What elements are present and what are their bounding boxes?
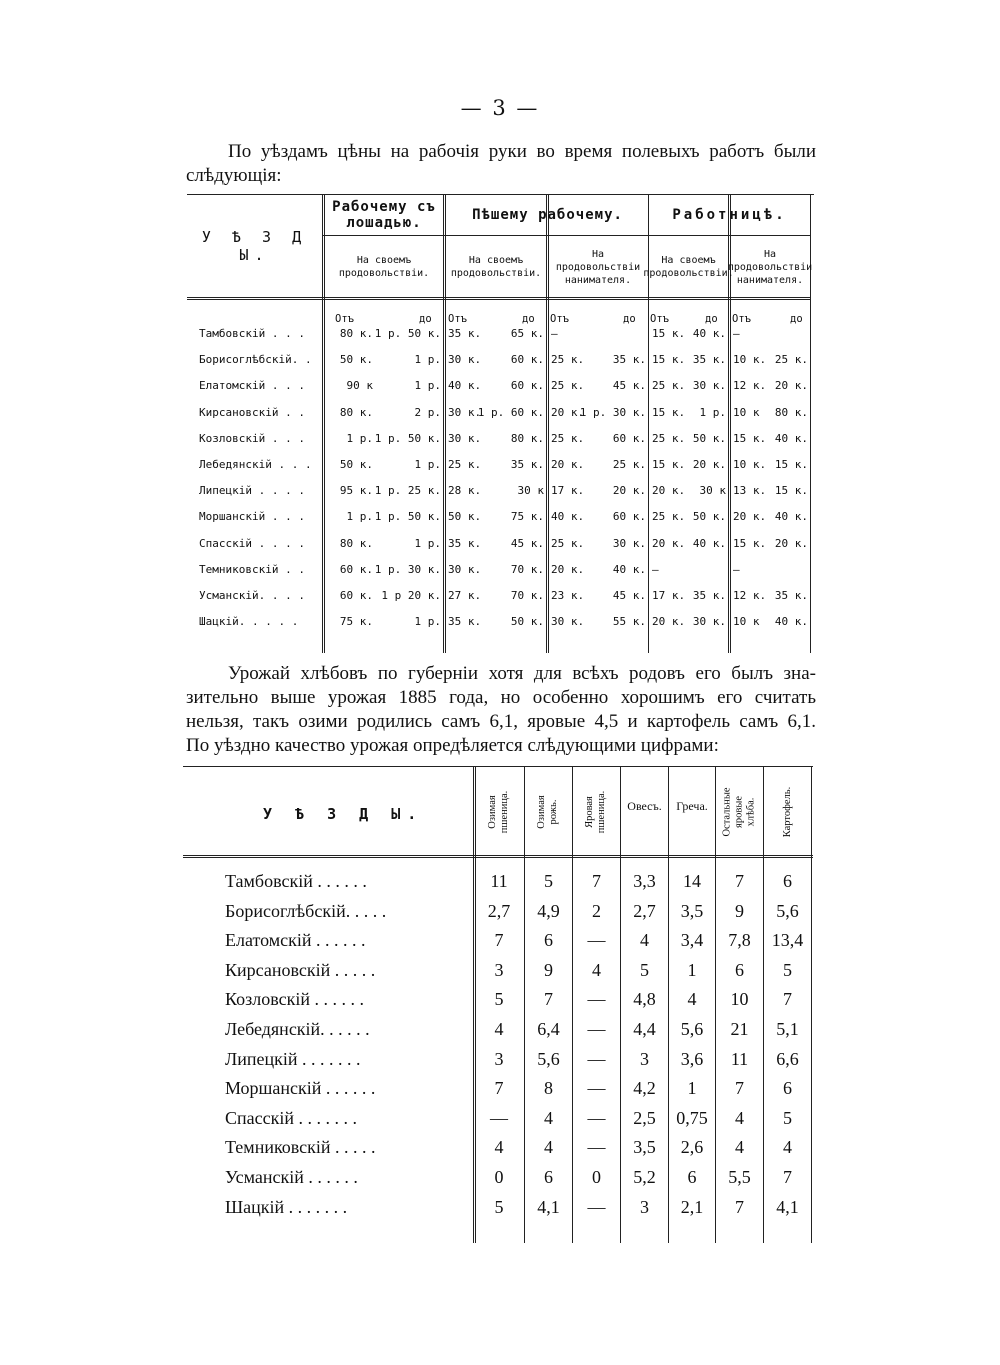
wage-from: 12 к. — [733, 379, 767, 393]
table-row — [183, 960, 813, 989]
yield-value: 7 — [494, 930, 504, 951]
yield-value: 1 — [687, 1078, 697, 1099]
yield-value: 6 — [544, 1167, 553, 1187]
wage-from: 20 к. — [733, 510, 767, 524]
table-row — [187, 589, 814, 615]
wage-to: 75 к. — [510, 510, 544, 524]
wage-to: 80 к. — [774, 405, 808, 419]
yield-value: 21 — [730, 1019, 749, 1039]
wage-to: 30 к — [517, 484, 544, 498]
wage-to: 60 к. — [510, 353, 544, 367]
table-row — [183, 1049, 813, 1078]
uezd-name: Спасскій . . . . . . . — [225, 1107, 357, 1128]
wage-to: 1 р. — [414, 353, 441, 367]
wage-from: 27 к. — [448, 589, 482, 602]
table-row — [187, 458, 814, 484]
uezd-name: Темниковскій . . — [199, 562, 305, 576]
yield-value: 5,6 — [537, 1048, 560, 1069]
wage-from: 95 к. — [339, 484, 373, 498]
wage-to: 35 к. — [692, 353, 726, 367]
wage-to: 35 к. — [510, 458, 544, 471]
yield-value: 0 — [494, 1167, 504, 1187]
sub-own-food: На своемъ продовольствіи. — [338, 255, 430, 279]
wage-from: 23 к. — [551, 589, 585, 602]
wage-to: 20 к. — [692, 458, 726, 471]
wage-from: 15 к. — [652, 458, 686, 471]
yield-value: 2 — [592, 900, 601, 921]
col-oats: Овесъ. — [627, 799, 662, 813]
table-row — [187, 432, 814, 458]
group-horse-worker: Рабочему съ лошадью. — [332, 199, 436, 231]
intro-line: слѣдующія: — [186, 165, 282, 186]
wage-to: 65 к. — [510, 327, 544, 340]
table-row — [187, 406, 814, 432]
wage-to: 40 к. — [612, 562, 646, 576]
wage-from: 20 к. — [551, 405, 585, 419]
yield-value: — — [587, 989, 606, 1010]
yield-value: 4 — [592, 959, 601, 980]
wage-from: 35 к. — [448, 615, 482, 629]
table-row — [187, 327, 814, 353]
wage-to: 60 к. — [612, 431, 646, 445]
yield-value: 4,9 — [537, 900, 560, 921]
wage-from: 25 к. — [652, 510, 686, 524]
wage-to: 45 к. — [612, 379, 646, 393]
yield-value: 2,7 — [633, 900, 656, 921]
yield-value: 7 — [735, 871, 744, 891]
wage-from: 10 к — [733, 615, 760, 629]
table-row — [187, 379, 814, 405]
yield-value: 6,4 — [537, 1019, 560, 1039]
wage-from: 60 к. — [339, 562, 373, 576]
wage-to: 1 р. — [414, 458, 441, 471]
wage-from: 10 к. — [733, 353, 767, 367]
uezd-name: Тамбовскій . . . — [199, 327, 305, 340]
wage-to: 50 к. — [510, 615, 544, 629]
yield-value: — — [490, 1107, 508, 1128]
yield-value: 4,4 — [633, 1019, 656, 1039]
table-row — [183, 1019, 813, 1048]
uezd-name: Елатомскій . . . — [199, 379, 305, 393]
yield-value: 3,3 — [633, 871, 656, 891]
yield-value: — — [587, 930, 606, 951]
from-label: Отъ — [732, 313, 751, 325]
yield-value: 2,1 — [680, 1196, 704, 1217]
harvest-line: зительно выше урожая 1885 года, но особенно хорошимъ его считать — [186, 687, 816, 708]
wage-from: 20 к. — [652, 536, 686, 550]
yield-value: 4 — [544, 1137, 553, 1158]
yield-value: 2,7 — [487, 900, 511, 921]
yield-value: — — [587, 1019, 606, 1039]
wage-to: 1 р. — [699, 405, 726, 419]
uezd-name: Тамбовскій . . . . . . — [225, 871, 367, 891]
table-row — [187, 615, 814, 641]
wage-to: 55 к. — [612, 615, 646, 629]
wage-to: 20 к. — [774, 536, 808, 550]
wage-from: 1 р. — [346, 431, 373, 445]
yield-value: 4,8 — [633, 989, 656, 1010]
yield-value: 5 — [783, 1107, 792, 1128]
wage-from: 28 к. — [448, 484, 482, 498]
yield-value: 6 — [783, 1078, 792, 1099]
yield-value: 5 — [783, 959, 792, 980]
wage-from: 80 к. — [339, 327, 373, 340]
yield-value: 3,5 — [680, 900, 704, 921]
wage-from: 20 к. — [551, 458, 585, 471]
wage-to: 70 к. — [510, 589, 544, 602]
yield-value: 7 — [783, 1167, 792, 1187]
wage-from: 90 к — [346, 379, 373, 393]
wage-to: 20 к. — [774, 379, 808, 393]
uezd-name: Усманскій. . . . — [199, 589, 305, 602]
col-other-spring: Остальные яровые хлѣба. — [722, 787, 758, 837]
sub-own-food: На своемъ продовольствіи. — [643, 255, 734, 279]
sub-own-food: На своемъ продовольствіи. — [450, 255, 542, 279]
wage-to: 45 к. — [510, 536, 544, 550]
yield-value: — — [587, 1107, 606, 1128]
uezd-name: Шацкій. . . . . — [199, 615, 299, 629]
yield-value: 5 — [494, 989, 504, 1010]
yield-value: 7 — [592, 871, 601, 891]
wage-from: 35 к. — [448, 536, 482, 550]
table-row — [187, 484, 814, 510]
wage-from: 10 к. — [733, 458, 767, 471]
from-label: Отъ — [550, 313, 569, 325]
wage-to: 30 к — [699, 484, 726, 498]
yield-value: 4 — [687, 989, 697, 1010]
yield-value: — — [587, 1196, 606, 1217]
wage-to: 1 р. — [414, 615, 441, 629]
yield-value: 7 — [494, 1078, 504, 1099]
to-label: до — [705, 313, 718, 325]
uezdy-header: У Ѣ З Д Ы. — [201, 228, 308, 264]
wage-from: 13 к. — [733, 484, 767, 498]
uezd-name: Моршанскій . . . — [199, 510, 305, 524]
yield-value: 4,2 — [633, 1078, 656, 1099]
wage-from: 50 к. — [448, 510, 482, 524]
from-label: Отъ — [650, 313, 669, 325]
wage-from: 60 к. — [339, 589, 373, 602]
wage-to: 1 р. 50 к. — [374, 431, 441, 445]
wage-from: 30 к. — [448, 562, 482, 576]
table-row — [183, 1197, 813, 1226]
wage-from: 12 к. — [733, 589, 767, 602]
yield-value: 5 — [544, 871, 553, 891]
wage-to: 40 к. — [692, 327, 726, 340]
uezd-name: Липецкій . . . . . . . — [225, 1048, 361, 1069]
wage-to: 1 р. 60 к. — [477, 405, 544, 419]
table-row — [183, 989, 813, 1018]
wage-from: 25 к. — [448, 458, 482, 471]
wage-to: 40 к. — [774, 510, 808, 524]
yield-value: 3 — [640, 1196, 649, 1217]
yield-value: 10 — [730, 989, 749, 1010]
wage-to: 1 р. 30 к. — [579, 405, 646, 419]
wage-from: 25 к. — [551, 379, 585, 393]
wage-to: 35 к. — [692, 589, 726, 602]
uezd-name: Спасскій . . . . — [199, 536, 305, 550]
yield-value: 6 — [687, 1167, 697, 1187]
wage-from: — — [733, 562, 740, 576]
wage-to: 80 к. — [510, 431, 544, 445]
yield-value: 5,2 — [633, 1167, 656, 1187]
wage-to: 30 к. — [692, 379, 726, 393]
wage-from: 50 к. — [339, 353, 373, 367]
wage-from: 20 к. — [551, 562, 585, 576]
wage-to: 70 к. — [510, 562, 544, 576]
uezd-name: Козловскій . . . . . . — [225, 989, 364, 1010]
uezd-name: Козловскій . . . — [199, 431, 305, 445]
wage-to: 1 р. 50 к. — [374, 510, 441, 524]
yield-value: 4,1 — [776, 1196, 799, 1217]
yield-value: 7 — [783, 989, 792, 1010]
wage-from: 25 к. — [551, 536, 585, 550]
uezd-name: Лебедянскій . . . — [199, 458, 312, 471]
table-row — [183, 1137, 813, 1166]
wage-to: 1 р. — [414, 536, 441, 550]
table-row — [187, 353, 814, 379]
table-row — [187, 537, 814, 563]
wage-from: 40 к. — [551, 510, 585, 524]
wage-to: 2 р. — [414, 405, 441, 419]
yield-value: 0,75 — [676, 1107, 708, 1128]
wage-from: 20 к. — [652, 615, 686, 629]
wage-to: 60 к. — [612, 510, 646, 524]
wage-from: 17 к. — [551, 484, 585, 498]
intro-line: По уѣздамъ цѣны на рабочія руки во время полевыхъ работъ были — [228, 141, 816, 162]
yield-value: 13,4 — [771, 930, 804, 951]
uezd-name: Лебедянскій. . . . . . — [225, 1019, 370, 1039]
wage-from: — — [551, 327, 558, 340]
from-label: Отъ — [335, 313, 354, 325]
wage-from: 25 к. — [551, 353, 585, 367]
col-spring-wheat: Яровая пшеница. — [584, 790, 607, 834]
table-row — [187, 563, 814, 589]
yield-value: 0 — [592, 1167, 601, 1187]
intro-paragraph — [186, 140, 816, 188]
wage-from: 80 к. — [339, 536, 373, 550]
table-row — [183, 1108, 813, 1137]
yield-value: 3,6 — [680, 1048, 704, 1069]
yield-value: 5,1 — [776, 1019, 799, 1039]
wage-to: 35 к. — [612, 353, 646, 367]
wage-from: 25 к. — [551, 431, 585, 445]
wage-to: 1 р. — [414, 379, 441, 393]
uezd-name: Темниковскій . . . . . — [225, 1137, 376, 1158]
wage-from: 40 к. — [448, 379, 482, 393]
uezd-name: Борисоглѣбскій. . — [199, 353, 312, 367]
wage-from: 15 к. — [652, 353, 686, 367]
to-label: до — [623, 313, 636, 325]
yield-value: 4 — [544, 1107, 553, 1128]
yield-value: 6,6 — [776, 1048, 799, 1069]
wages-table — [187, 194, 814, 653]
wage-from: 25 к. — [652, 379, 686, 393]
yield-value: 9 — [735, 900, 744, 921]
uezd-name: Кирсановскій . . — [199, 405, 305, 419]
yield-value: 4 — [735, 1137, 744, 1158]
wage-to: 40 к. — [774, 615, 808, 629]
table-row — [183, 901, 813, 930]
sub-employer-food: На продовольствіи нанимателя. — [555, 248, 641, 286]
yield-value: 4 — [494, 1019, 504, 1039]
wage-to: 25 к. — [774, 353, 808, 367]
yield-value: 3 — [494, 1048, 504, 1069]
yield-value: 8 — [544, 1078, 553, 1099]
from-label: Отъ — [448, 313, 467, 325]
wage-to: 1 р. 30 к. — [374, 562, 441, 576]
yield-value: 11 — [730, 1048, 749, 1069]
yield-value: 3,4 — [680, 930, 704, 951]
wage-to: 1 р. 50 к. — [374, 327, 441, 340]
table-row — [183, 1078, 813, 1107]
wage-from: 15 к. — [733, 431, 767, 445]
yield-value: 6 — [544, 930, 553, 951]
to-label: до — [790, 313, 803, 325]
group-woman-worker: Работницѣ. — [672, 207, 787, 223]
page-number: — 3 — — [460, 96, 540, 120]
table-row — [183, 1167, 813, 1196]
wage-to: 1 р. 25 к. — [374, 484, 441, 498]
yield-value: 7 — [735, 1078, 744, 1099]
wage-to: 50 к. — [692, 431, 726, 445]
wage-to: 40 к. — [774, 431, 808, 445]
wage-from: 80 к. — [339, 405, 373, 419]
wage-from: 1 р. — [346, 510, 373, 524]
yield-value: 9 — [544, 959, 553, 980]
yield-value: — — [587, 1078, 606, 1099]
wage-to: 60 к. — [510, 379, 544, 393]
yield-value: 1 — [687, 959, 697, 980]
to-label: до — [522, 313, 535, 325]
yield-value: 5,5 — [728, 1167, 751, 1187]
col-winter-rye: Озимая рожь. — [536, 795, 559, 829]
uezd-name: Елатомскій . . . . . . — [225, 930, 366, 951]
wage-to: 20 к. — [612, 484, 646, 498]
yield-value: — — [587, 1137, 606, 1158]
wage-from: 25 к. — [652, 431, 686, 445]
col-potato: Картофель. — [782, 786, 793, 838]
harvest-line: По уѣздно качество урожая опредѣляется слѣдующими цифрами: — [186, 735, 719, 756]
wage-to: 15 к. — [774, 458, 808, 471]
wage-to: 45 к. — [612, 589, 646, 602]
wage-from: 35 к. — [448, 327, 482, 340]
wage-to: 40 к. — [692, 536, 726, 550]
table-row — [183, 930, 813, 959]
wage-from: 17 к. — [652, 589, 686, 602]
yield-value: 5 — [640, 959, 649, 980]
sub-employer-food: На продовольствіи нанимателя. — [727, 248, 813, 286]
yield-value: 5,6 — [680, 1019, 704, 1039]
wage-to: 30 к. — [692, 615, 726, 629]
yield-value: 2,6 — [680, 1137, 704, 1158]
wage-from: 10 к — [733, 405, 760, 419]
yield-value: — — [587, 1048, 606, 1069]
yield-value: 14 — [683, 871, 701, 891]
wage-to: 15 к. — [774, 484, 808, 498]
wage-from: 30 к. — [448, 353, 482, 367]
yield-value: 3 — [494, 959, 504, 980]
yield-value: 2,5 — [633, 1107, 656, 1128]
wage-from: 50 к. — [339, 458, 373, 471]
yield-value: 6 — [735, 959, 744, 980]
wage-from: 30 к. — [551, 615, 585, 629]
wage-from: 15 к. — [733, 536, 767, 550]
table-row — [187, 510, 814, 536]
yield-value: 4,1 — [537, 1196, 560, 1217]
uezdy-header: У Ѣ З Д Ы. — [263, 805, 424, 823]
harvest-line: нельзя, такъ озими родились самъ 6,1, яровые 4,5 и картофель самъ 6,1. — [186, 711, 816, 732]
yield-value: 4 — [494, 1137, 504, 1158]
wage-from: 30 к. — [448, 405, 482, 419]
group-foot-worker: Пѣшему рабочему. — [472, 207, 623, 223]
wage-from: 15 к. — [652, 405, 686, 419]
wage-to: 1 р 20 к. — [381, 589, 441, 602]
wage-from: 75 к. — [339, 615, 373, 629]
yield-value: 4 — [783, 1137, 792, 1158]
col-buckwheat: Греча. — [676, 799, 708, 813]
col-winter-wheat: Озимая пшеница. — [487, 790, 510, 834]
yield-value: 5 — [494, 1196, 504, 1217]
yield-value: 7 — [735, 1196, 744, 1217]
uezd-name: Борисоглѣбскій. . . . . — [225, 900, 387, 921]
wage-to: 35 к. — [774, 589, 808, 602]
uezd-name: Моршанскій . . . . . . — [225, 1078, 376, 1099]
yield-value: 4 — [735, 1107, 744, 1128]
wage-from: — — [652, 562, 659, 576]
to-label: до — [419, 313, 432, 325]
wage-from: 30 к. — [448, 431, 482, 445]
yield-value: 5,6 — [776, 900, 799, 921]
uezd-name: Кирсановскій . . . . . — [225, 959, 376, 980]
uezd-name: Липецкій . . . . — [199, 484, 305, 498]
yield-value: 11 — [490, 871, 508, 891]
uezd-name: Шацкій . . . . . . . — [225, 1196, 348, 1217]
yield-value: 7,8 — [728, 930, 751, 951]
wage-from: — — [733, 327, 740, 340]
yield-value: 6 — [783, 871, 792, 891]
yield-value: 3 — [640, 1048, 649, 1069]
wage-to: 30 к. — [612, 536, 646, 550]
uezd-name: Усманскій . . . . . . — [225, 1167, 358, 1187]
wage-to: 25 к. — [612, 458, 646, 471]
harvest-line: Урожай хлѣбовъ по губерніи хотя для всѣхъ родовъ его былъ зна- — [228, 663, 816, 684]
yield-value: 7 — [544, 989, 553, 1010]
yield-value: 3,5 — [633, 1137, 656, 1158]
wage-from: 20 к. — [652, 484, 686, 498]
yield-value: 4 — [640, 930, 649, 951]
harvest-table — [183, 766, 813, 1243]
table-row — [183, 871, 813, 900]
wage-to: 50 к. — [692, 510, 726, 524]
harvest-paragraph — [186, 662, 816, 758]
wage-from: 15 к. — [652, 327, 686, 340]
